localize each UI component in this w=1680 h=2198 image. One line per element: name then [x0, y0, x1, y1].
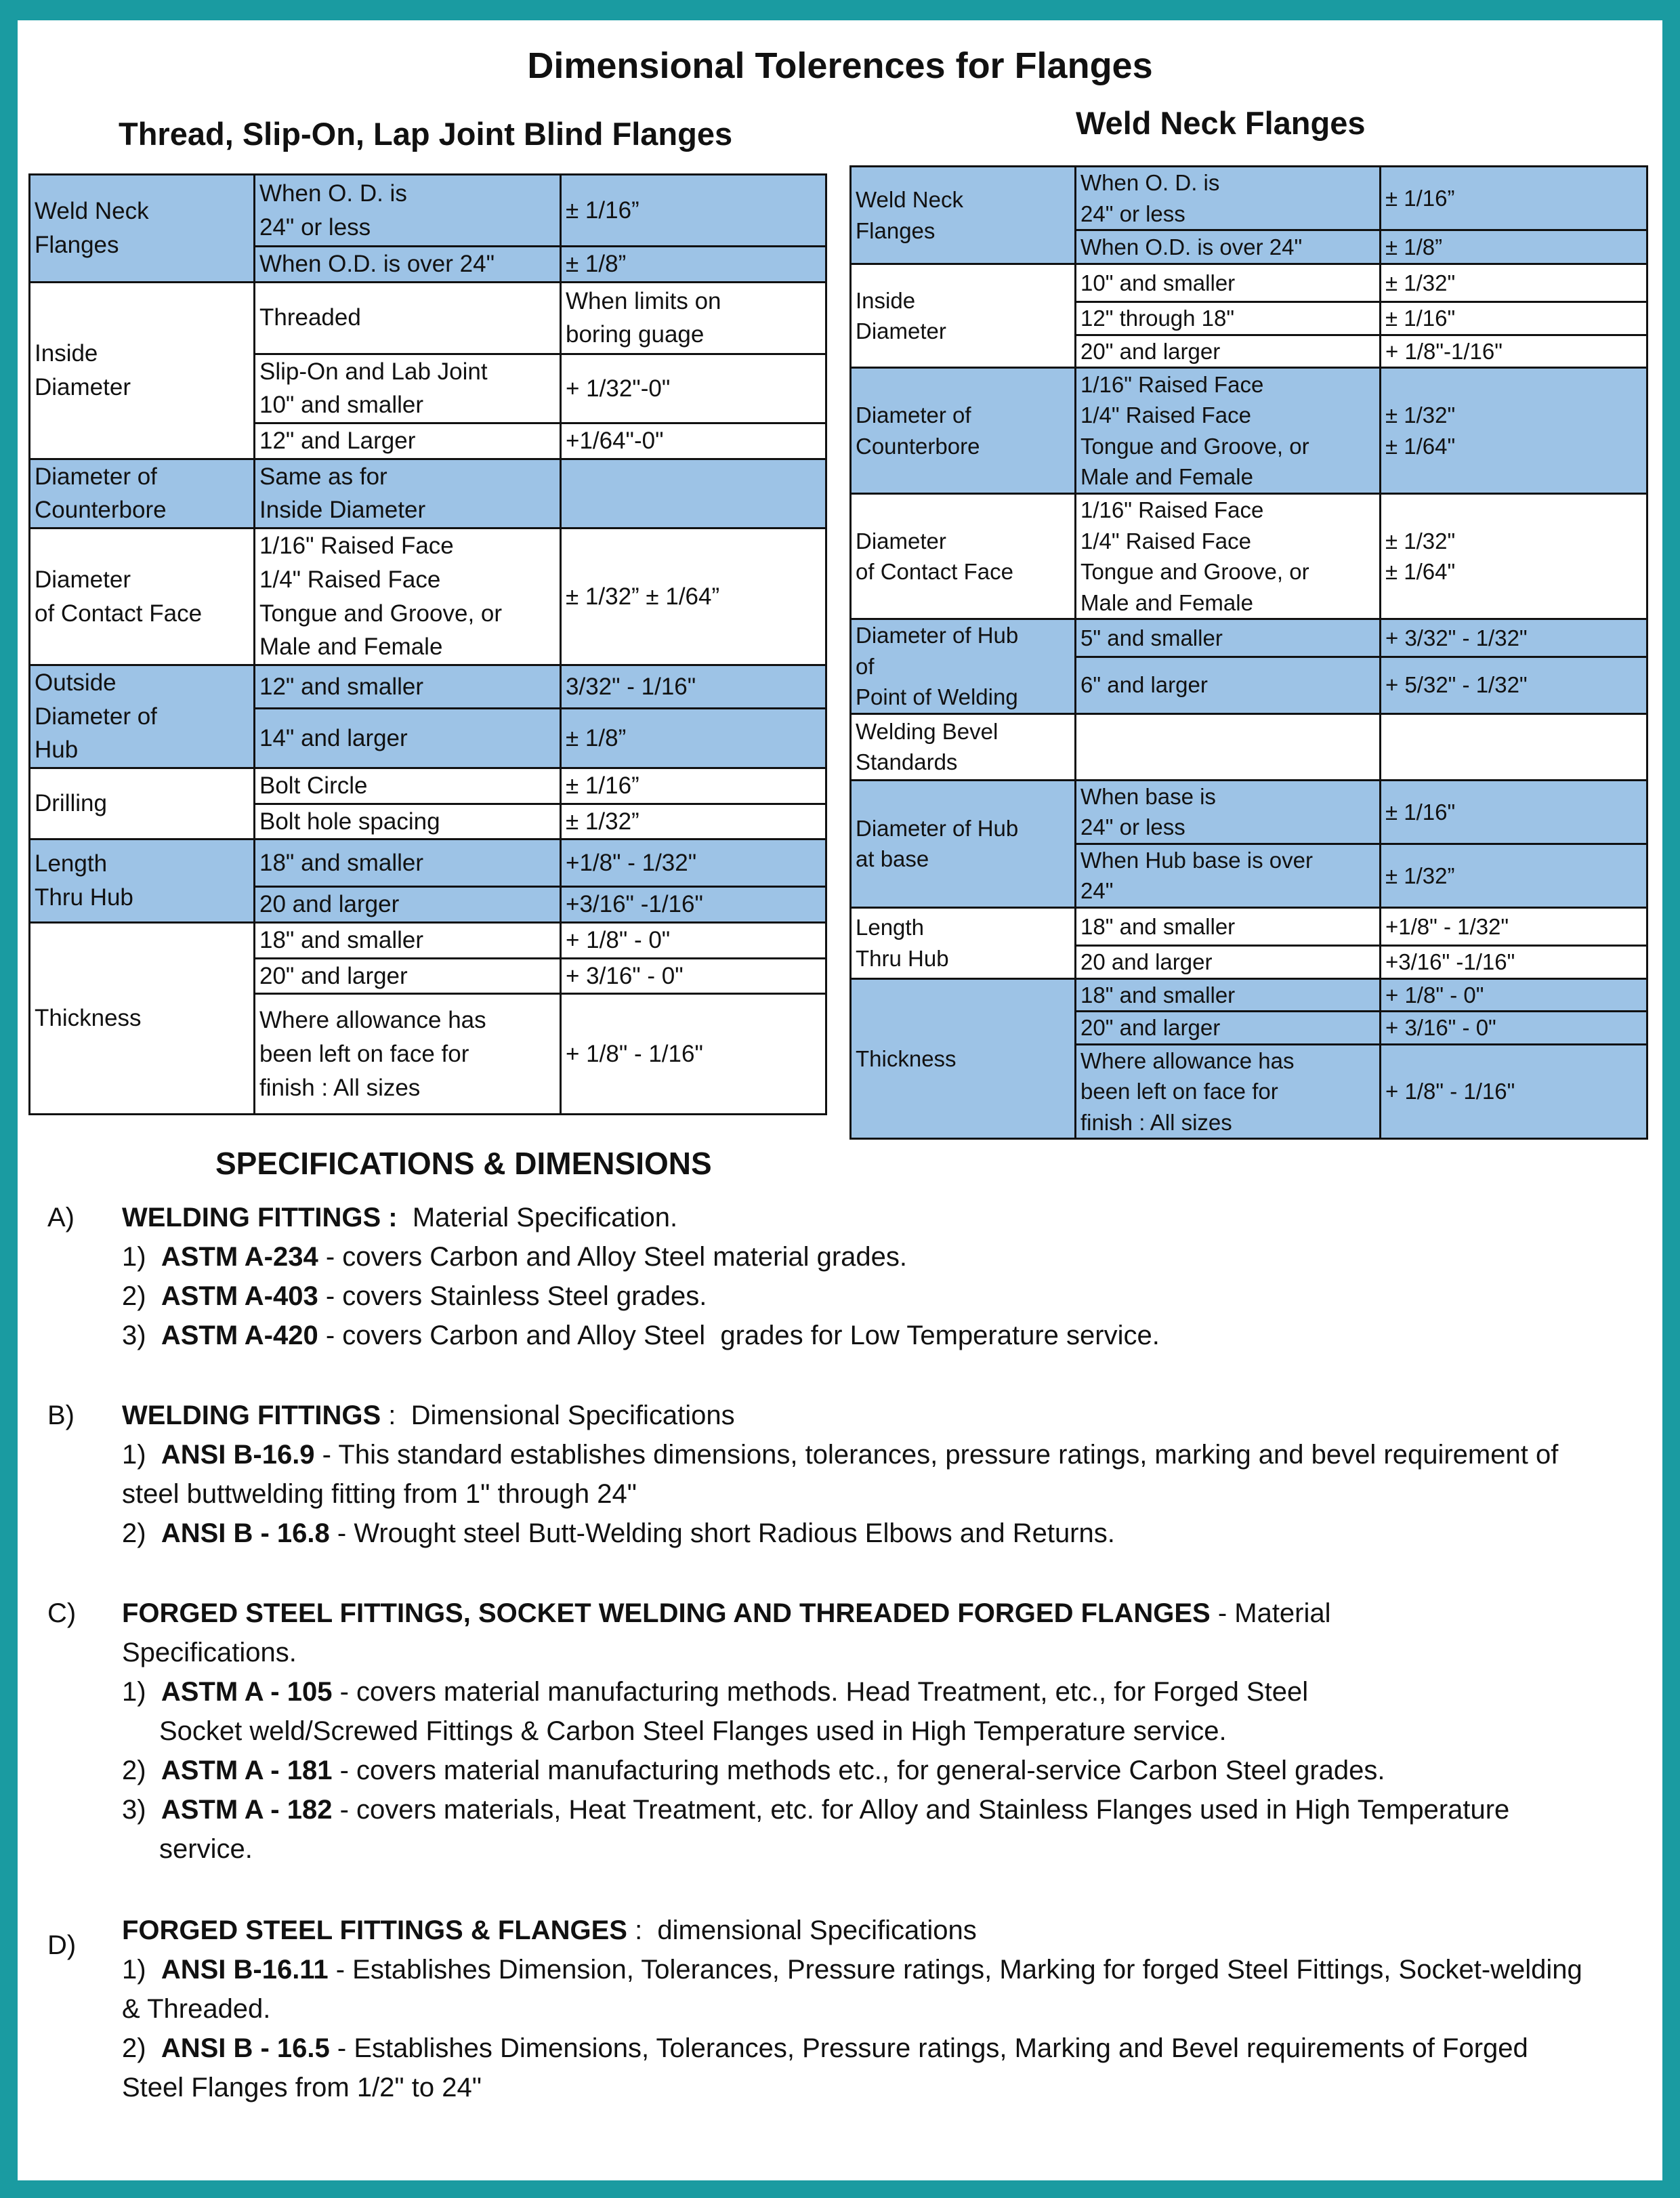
- section-letter: A): [47, 1203, 75, 1232]
- text: 18" and smaller: [1080, 982, 1236, 1008]
- table-cell: [30, 282, 255, 459]
- text: When Hub base is over 24": [1080, 847, 1314, 904]
- text: + 1/32"-0": [566, 375, 671, 402]
- table-cell: [851, 368, 1076, 494]
- text: 20" and larger: [1080, 1015, 1221, 1041]
- text: - covers materials, Heat Treatment, etc. for Alloy and Stainless Flanges used in High Temperature: [332, 1795, 1510, 1825]
- text: +1/64"-0": [566, 428, 664, 455]
- text: 1): [122, 1440, 146, 1470]
- table-cell: [1381, 230, 1647, 264]
- text: + 3/32" - 1/32": [1385, 625, 1528, 650]
- table-cell: [1381, 264, 1647, 302]
- table-cell: [851, 907, 1076, 978]
- section-letter: C): [47, 1598, 77, 1628]
- text: - covers material manufacturing methods etc., for general-service Carbon Steel grades.: [332, 1756, 1385, 1785]
- text: ± 1/16": [1385, 799, 1456, 825]
- text: Weld Neck Flanges: [35, 198, 149, 258]
- spec-section-c: [47, 1594, 1646, 1869]
- table-cell: [255, 994, 561, 1115]
- text: 1): [122, 1242, 146, 1272]
- table-cell: [1076, 1044, 1381, 1139]
- text: ± 1/32”: [566, 808, 639, 835]
- list-item: [122, 1237, 1646, 1277]
- table-cell: [561, 282, 826, 354]
- table-cell: [255, 887, 561, 923]
- text: - Material Specifications.: [122, 1598, 1331, 1667]
- text: 5" and smaller: [1080, 625, 1223, 650]
- section-heading: [122, 1396, 1565, 1435]
- text: 3): [122, 1795, 146, 1825]
- section-heading: [122, 1198, 1646, 1237]
- table-cell: [561, 804, 826, 839]
- table-cell: [1381, 907, 1647, 945]
- text: Length Thru Hub: [35, 850, 133, 911]
- table-cell: [851, 713, 1076, 780]
- text: Inside Diameter: [35, 340, 131, 400]
- text: ± 1/8”: [1385, 234, 1443, 260]
- text: ANSI B - 16.8: [161, 1518, 330, 1548]
- text: ± 1/16": [1385, 306, 1456, 331]
- table-cell: [255, 923, 561, 959]
- text: ± 1/32” ± 1/64”: [566, 583, 720, 610]
- table-cell: [1076, 494, 1381, 619]
- text: Diameter of Counterbore: [35, 463, 167, 524]
- table-cell: [1381, 1044, 1647, 1139]
- text: + 1/8" - 1/16": [566, 1041, 703, 1068]
- text: Drilling: [35, 790, 107, 817]
- text: 12" and smaller: [259, 673, 423, 700]
- text: 20" and larger: [259, 962, 408, 989]
- table-cell: [1076, 844, 1381, 907]
- text: 3): [122, 1321, 146, 1350]
- text: ± 1/32" ± 1/64": [1385, 402, 1456, 459]
- page-title: Dimensional Tolerences for Flanges: [527, 45, 1153, 86]
- list-item: [122, 1316, 1646, 1355]
- text: Bolt Circle: [259, 772, 368, 799]
- text: - Establishes Dimensions, Tolerances, Pressure ratings, Marking and Bevel requirements of Forged Steel Flanges from 1/2" to 24": [122, 2033, 1528, 2102]
- table-cell: [1381, 844, 1647, 907]
- table-cell: [561, 423, 826, 459]
- table-cell: [561, 459, 826, 528]
- table-cell: [1381, 619, 1647, 657]
- text: ASTM A - 182: [161, 1795, 333, 1825]
- text: 2): [122, 1281, 146, 1311]
- text: ASTM A-234: [161, 1242, 318, 1272]
- text: 20 and larger: [259, 891, 400, 918]
- text: 12" and Larger: [259, 428, 416, 455]
- text: FORGED STEEL FITTINGS, SOCKET WELDING AND THREADED FORGED FLANGES: [122, 1598, 1211, 1628]
- table-cell: [561, 175, 826, 247]
- text: : dimensional Specifications: [627, 1915, 977, 1945]
- table-cell: [255, 175, 561, 247]
- text: Inside Diameter: [856, 287, 946, 344]
- text: Threaded: [259, 304, 361, 331]
- text: 1): [122, 1955, 146, 1985]
- text: Thickness: [856, 1045, 957, 1071]
- text: Length Thru Hub: [856, 915, 949, 971]
- table-cell: [30, 768, 255, 839]
- section-heading: [122, 1594, 1423, 1672]
- text: ± 1/32" ± 1/64": [1385, 528, 1456, 585]
- text: When O. D. is 24" or less: [259, 180, 407, 241]
- text: - Wrought steel Butt-Welding short Radious Elbows and Returns.: [329, 1518, 1115, 1548]
- text: Diameter of Hub of Point of Welding: [856, 623, 1019, 710]
- text: Where allowance has been left on face for finish : All sizes: [1080, 1048, 1295, 1135]
- table-cell: [255, 839, 561, 887]
- table-cell: [561, 958, 826, 994]
- spec-section-d: [47, 1911, 1646, 2107]
- text: - covers Carbon and Alloy Steel grades for Low Temperature service.: [318, 1321, 1160, 1350]
- section-letter: D): [47, 1930, 77, 1960]
- text: FORGED STEEL FITTINGS & FLANGES: [122, 1915, 627, 1945]
- table-cell: [255, 282, 561, 354]
- text: ± 1/8”: [566, 724, 627, 751]
- table-cell: [1076, 945, 1381, 978]
- table-cell: [1076, 657, 1381, 713]
- text: When O.D. is over 24": [259, 251, 495, 277]
- table-cell: [1381, 335, 1647, 368]
- list-item: [122, 1790, 1653, 1869]
- table-cell: [1076, 335, 1381, 368]
- table-cell: [255, 958, 561, 994]
- text: - This standard establishes dimensions, tolerances, pressure ratings, marking and bevel requirement of steel buttwelding fitting from 1" through 24": [122, 1440, 1559, 1509]
- left-tolerance-table: [28, 173, 827, 1115]
- table-cell: [1381, 945, 1647, 978]
- table-cell: [255, 528, 561, 665]
- text: 12" through 18": [1080, 306, 1235, 331]
- text: - Establishes Dimension, Tolerances, Pressure ratings, Marking for forged Steel Fittings, Socket-welding & Threaded.: [122, 1955, 1582, 2024]
- text: 14" and larger: [259, 724, 408, 751]
- right-tolerance-table: [849, 165, 1648, 1140]
- text: Weld Neck Flanges: [856, 187, 963, 243]
- list-item: [122, 1277, 1646, 1316]
- table-cell: [1076, 302, 1381, 335]
- table-cell: [851, 978, 1076, 1139]
- table-cell: [561, 839, 826, 887]
- text: ANSI B-16.9: [161, 1440, 315, 1470]
- text: Diameter of Contact Face: [856, 528, 1013, 585]
- text: ± 1/8”: [566, 251, 627, 277]
- section-letter: B): [47, 1401, 75, 1430]
- text: 18" and smaller: [1080, 913, 1236, 939]
- table-cell: [1381, 780, 1647, 844]
- text: When limits on boring guage: [566, 287, 721, 348]
- table-cell: [561, 994, 826, 1115]
- text: : Dimensional Specifications: [381, 1401, 735, 1430]
- text: + 1/8" - 1/16": [1385, 1079, 1515, 1104]
- table-cell: [1381, 978, 1647, 1012]
- text: ± 1/16”: [566, 196, 639, 224]
- section-heading: [122, 1911, 1585, 1950]
- text: Welding Bevel Standards: [856, 718, 999, 775]
- table-cell: [30, 665, 255, 768]
- text: WELDING FITTINGS: [122, 1401, 381, 1430]
- table-cell: [255, 423, 561, 459]
- table-cell: [1076, 368, 1381, 494]
- text: ± 1/16”: [566, 772, 639, 799]
- right-table-title: Weld Neck Flanges: [1076, 105, 1366, 141]
- table-cell: [1381, 494, 1647, 619]
- table-cell: [561, 709, 826, 768]
- table-cell: [1076, 619, 1381, 657]
- table-cell: [851, 264, 1076, 368]
- text: - covers Stainless Steel grades.: [318, 1281, 707, 1311]
- list-item: [122, 1672, 1653, 1751]
- table-cell: [1076, 167, 1381, 230]
- table-cell: [255, 354, 561, 423]
- table-cell: [30, 175, 255, 283]
- table-cell: [1381, 713, 1647, 780]
- text: +1/8" - 1/32": [566, 849, 697, 876]
- text: 18" and smaller: [259, 927, 423, 953]
- table-cell: [561, 768, 826, 804]
- table-cell: [30, 459, 255, 528]
- table-cell: [30, 923, 255, 1115]
- text: 2): [122, 1518, 146, 1548]
- table-cell: [561, 923, 826, 959]
- text: +1/8" - 1/32": [1385, 913, 1509, 939]
- text: + 3/16" - 0": [566, 962, 684, 989]
- left-table-title: Thread, Slip-On, Lap Joint Blind Flanges: [119, 116, 733, 152]
- text: 20 and larger: [1080, 949, 1213, 974]
- text: Diameter of Hub at base: [856, 815, 1019, 872]
- text: + 1/8" - 0": [1385, 982, 1484, 1008]
- text: Outside Diameter of Hub: [35, 669, 157, 764]
- text: ASTM A-403: [161, 1281, 318, 1311]
- text: Socket weld/Screwed Fittings & Carbon Steel Flanges used in High Temperature service.: [159, 1716, 1227, 1746]
- table-cell: [561, 887, 826, 923]
- text: 3/32" - 1/16": [566, 673, 696, 700]
- text: ANSI B - 16.5: [161, 2033, 330, 2063]
- spec-section-b: [47, 1396, 1646, 1553]
- table-cell: [255, 459, 561, 528]
- text: Where allowance has been left on face for finish : All sizes: [259, 1007, 486, 1101]
- text: - covers Carbon and Alloy Steel material grades.: [318, 1242, 908, 1272]
- table-cell: [1076, 264, 1381, 302]
- list-item: [122, 1950, 1585, 2029]
- text: 1/16" Raised Face 1/4" Raised Face Tongue and Groove, or Male and Female: [1080, 497, 1309, 615]
- text: ASTM A - 181: [161, 1756, 333, 1785]
- table-cell: [1381, 657, 1647, 713]
- text: + 1/8"-1/16": [1385, 338, 1503, 364]
- table-cell: [561, 665, 826, 708]
- text: 18" and smaller: [259, 849, 423, 876]
- table-cell: [1381, 302, 1647, 335]
- table-cell: [1076, 978, 1381, 1012]
- text: Diameter of Counterbore: [856, 402, 980, 459]
- table-cell: [255, 768, 561, 804]
- text: 1): [122, 1677, 146, 1707]
- table-cell: [1381, 1012, 1647, 1045]
- text: +3/16" -1/16": [1385, 949, 1515, 974]
- text: Thickness: [35, 1005, 142, 1032]
- table-cell: [255, 247, 561, 283]
- text: ANSI B-16.11: [161, 1955, 329, 1985]
- text: WELDING FITTINGS :: [122, 1203, 398, 1232]
- text: 2): [122, 1756, 146, 1785]
- text: service.: [159, 1834, 253, 1864]
- text: 1/16" Raised Face 1/4" Raised Face Tongue and Groove, or Male and Female: [259, 533, 503, 661]
- table-cell: [1076, 780, 1381, 844]
- text: ± 1/32”: [1385, 863, 1455, 888]
- text: + 1/8" - 0": [566, 927, 671, 953]
- text: ASTM A-420: [161, 1321, 318, 1350]
- text: Material Specification.: [397, 1203, 678, 1232]
- text: ASTM A - 105: [161, 1677, 333, 1707]
- text: 20" and larger: [1080, 338, 1221, 364]
- table-cell: [1381, 368, 1647, 494]
- list-item: [122, 1435, 1565, 1514]
- table-cell: [255, 804, 561, 839]
- table-cell: [1076, 230, 1381, 264]
- table-cell: [561, 528, 826, 665]
- table-cell: [851, 494, 1076, 619]
- table-cell: [255, 709, 561, 768]
- text: Bolt hole spacing: [259, 808, 440, 835]
- text: + 3/16" - 0": [1385, 1015, 1496, 1041]
- text: 2): [122, 2033, 146, 2063]
- text: - covers material manufacturing methods. Head Treatment, etc., for Forged Steel: [332, 1677, 1309, 1707]
- list-item: [122, 1514, 1565, 1553]
- table-cell: [851, 167, 1076, 264]
- text: When O.D. is over 24": [1080, 234, 1303, 260]
- table-cell: [30, 839, 255, 923]
- text: Diameter of Contact Face: [35, 566, 203, 627]
- text: 10" and smaller: [1080, 270, 1236, 295]
- text: Slip-On and Lab Joint 10" and smaller: [259, 358, 488, 419]
- list-item: [122, 2029, 1585, 2107]
- table-cell: [1076, 1012, 1381, 1045]
- table-cell: [1076, 713, 1381, 780]
- table-cell: [851, 780, 1076, 907]
- table-cell: [30, 528, 255, 665]
- list-item: [122, 1751, 1653, 1790]
- text: When O. D. is 24" or less: [1080, 170, 1220, 226]
- text: 6" and larger: [1080, 672, 1208, 698]
- table-cell: [561, 354, 826, 423]
- text: +3/16" -1/16": [566, 891, 703, 918]
- spec-section-a: [47, 1198, 1646, 1355]
- text: ± 1/32": [1385, 270, 1456, 295]
- table-cell: [1076, 907, 1381, 945]
- text: ± 1/16”: [1385, 185, 1455, 211]
- table-cell: [1381, 167, 1647, 230]
- text: Same as for Inside Diameter: [259, 463, 426, 524]
- table-cell: [255, 665, 561, 708]
- text: + 5/32" - 1/32": [1385, 672, 1528, 698]
- text: When base is 24" or less: [1080, 783, 1216, 840]
- specs-title: SPECIFICATIONS & DIMENSIONS: [215, 1146, 712, 1181]
- table-cell: [851, 619, 1076, 714]
- text: 1/16" Raised Face 1/4" Raised Face Tongue and Groove, or Male and Female: [1080, 371, 1309, 490]
- table-cell: [561, 247, 826, 283]
